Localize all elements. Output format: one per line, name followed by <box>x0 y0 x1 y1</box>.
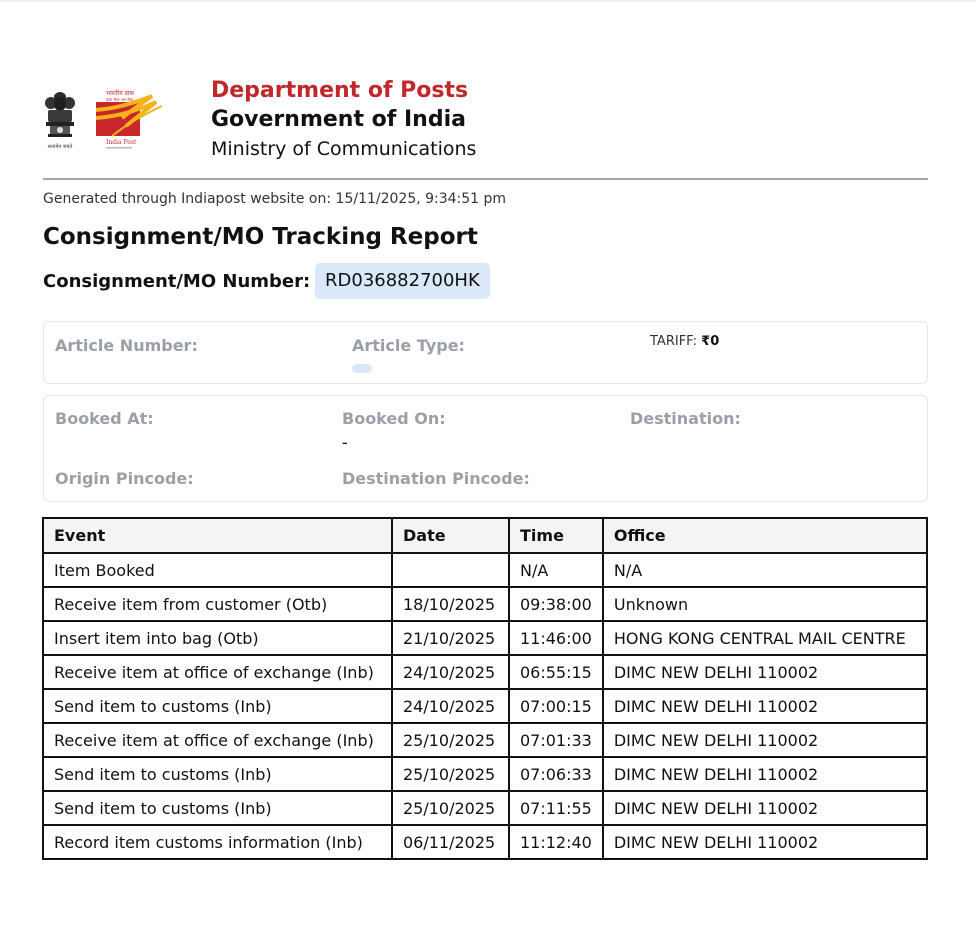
office-cell: DIMC NEW DELHI 110002 <box>603 655 927 689</box>
header-text <box>211 80 476 160</box>
date-cell: 25/10/2025 <box>392 791 509 825</box>
tariff <box>650 334 719 349</box>
logo-text-top: भारतीय डाक <box>106 90 134 97</box>
office-cell: DIMC NEW DELHI 110002 <box>603 723 927 757</box>
event-cell: Send item to customs (Inb) <box>43 757 392 791</box>
page-header <box>40 80 928 178</box>
office-cell: DIMC NEW DELHI 110002 <box>603 757 927 791</box>
consignment-number-label: Consignment/MO Number: <box>43 271 311 292</box>
tariff-label: TARIFF: <box>650 334 698 349</box>
time-cell: 11:46:00 <box>509 621 603 655</box>
booked-on-value: - <box>342 433 348 452</box>
report-title: Consignment/MO Tracking Report <box>43 224 478 250</box>
table-row <box>43 757 927 791</box>
article-type-label: Article Type: <box>352 336 465 355</box>
table-row <box>43 825 927 859</box>
office-cell: DIMC NEW DELHI 110002 <box>603 689 927 723</box>
booked-on-label: Booked On: <box>342 409 446 428</box>
article-type-badge <box>352 364 372 373</box>
time-cell: N/A <box>509 553 603 587</box>
time-cell: 06:55:15 <box>509 655 603 689</box>
table-row <box>43 587 927 621</box>
government-name: Government of India <box>211 107 466 132</box>
top-divider <box>0 0 976 2</box>
office-cell: N/A <box>603 553 927 587</box>
event-cell: Receive item from customer (Otb) <box>43 587 392 621</box>
office-cell: DIMC NEW DELHI 110002 <box>603 791 927 825</box>
generated-label: Generated through Indiapost website on: <box>43 191 332 207</box>
event-cell: Send item to customs (Inb) <box>43 689 392 723</box>
table-row <box>43 689 927 723</box>
event-cell: Record item customs information (Inb) <box>43 825 392 859</box>
office-cell: DIMC NEW DELHI 110002 <box>603 825 927 859</box>
date-cell: 06/11/2025 <box>392 825 509 859</box>
time-cell: 11:12:40 <box>509 825 603 859</box>
generated-timestamp <box>43 191 506 207</box>
table-row <box>43 723 927 757</box>
time-cell: 07:06:33 <box>509 757 603 791</box>
column-header-date: Date <box>392 518 509 553</box>
ministry-name: Ministry of Communications <box>211 138 477 160</box>
event-cell: Send item to customs (Inb) <box>43 791 392 825</box>
consignment-number-badge: RD036882700HK <box>315 263 490 299</box>
time-cell: 09:38:00 <box>509 587 603 621</box>
date-cell: 24/10/2025 <box>392 689 509 723</box>
time-cell: 07:00:15 <box>509 689 603 723</box>
time-cell: 07:01:33 <box>509 723 603 757</box>
column-header-office: Office <box>603 518 927 553</box>
date-cell: 21/10/2025 <box>392 621 509 655</box>
destination-label: Destination: <box>630 409 741 428</box>
office-cell: HONG KONG CENTRAL MAIL CENTRE <box>603 621 927 655</box>
table-row <box>43 791 927 825</box>
event-cell: Receive item at office of exchange (Inb) <box>43 723 392 757</box>
national-emblem-icon <box>40 90 80 152</box>
tracking-events-table <box>42 517 928 860</box>
date-cell: 24/10/2025 <box>392 655 509 689</box>
event-cell: Receive item at office of exchange (Inb) <box>43 655 392 689</box>
time-cell: 07:11:55 <box>509 791 603 825</box>
table-row <box>43 655 927 689</box>
booking-info-card <box>43 395 928 502</box>
tariff-value: ₹0 <box>701 334 720 349</box>
date-cell: 25/10/2025 <box>392 723 509 757</box>
emblem-caption: सत्यमेव जयते <box>47 144 73 150</box>
origin-pincode-label: Origin Pincode: <box>55 469 194 488</box>
department-name: Department of Posts <box>211 78 469 103</box>
table-row <box>43 553 927 587</box>
booked-at-label: Booked At: <box>55 409 154 428</box>
india-post-logo <box>92 88 184 154</box>
article-number-label: Article Number: <box>55 336 198 355</box>
office-cell: Unknown <box>603 587 927 621</box>
logo-text-bottom: India Post <box>106 139 137 146</box>
table-header-row <box>43 518 927 553</box>
header-divider <box>43 178 928 180</box>
article-info-card <box>43 321 928 384</box>
destination-pincode-label: Destination Pincode: <box>342 469 530 488</box>
logo-text-sub: डाक सेवा जन सेवा <box>106 97 134 102</box>
date-cell: 25/10/2025 <box>392 757 509 791</box>
column-header-event: Event <box>43 518 392 553</box>
event-cell: Insert item into bag (Otb) <box>43 621 392 655</box>
table-row <box>43 621 927 655</box>
event-cell: Item Booked <box>43 553 392 587</box>
column-header-time: Time <box>509 518 603 553</box>
generated-time: 15/11/2025, 9:34:51 pm <box>335 191 507 207</box>
date-cell <box>392 553 509 587</box>
date-cell: 18/10/2025 <box>392 587 509 621</box>
